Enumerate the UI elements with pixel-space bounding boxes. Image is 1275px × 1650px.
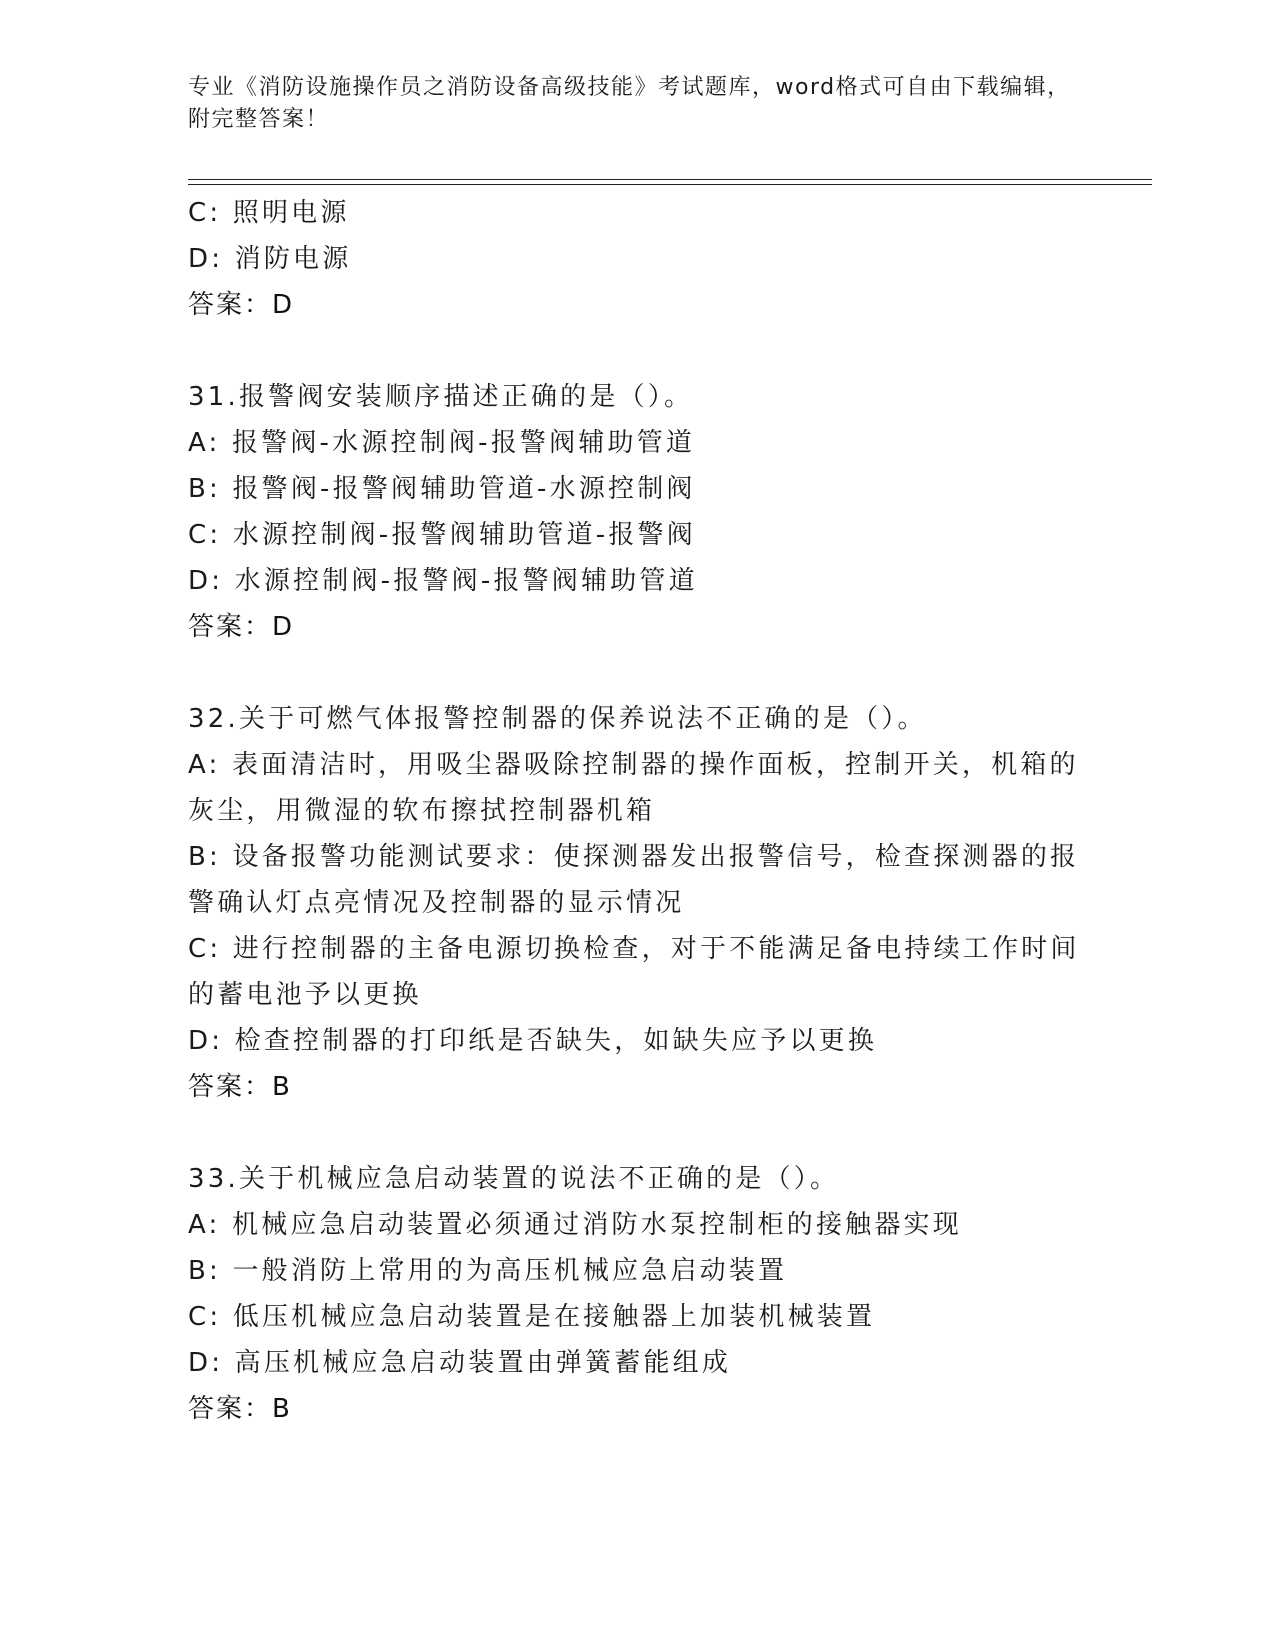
document-header: 专业《消防设施操作员之消防设备高级技能》考试题库，word格式可自由下载编辑，附完整答案！ xyxy=(188,75,1071,132)
prev-option-c: C: 照明电源 xyxy=(188,198,350,228)
q31-option-c: C: 水源控制阀-报警阀辅助管道-报警阀 xyxy=(188,520,696,550)
document-body xyxy=(188,190,1088,1432)
q31-stem: 31.报警阀安装顺序描述正确的是（）。 xyxy=(188,382,694,412)
q31-option-b: B: 报警阀-报警阀辅助管道-水源控制阀 xyxy=(188,474,696,504)
q32-option-d: D: 检查控制器的打印纸是否缺失，如缺失应予以更换 xyxy=(188,1026,878,1056)
q32-option-c: C: 进行控制器的主备电源切换检查，对于不能满足备电持续工作时间的蓄电池予以更换 xyxy=(188,934,1080,1010)
q31-answer: 答案：D xyxy=(188,612,295,642)
q32-option-a: A: 表面清洁时，用吸尘器吸除控制器的操作面板，控制开关，机箱的灰尘，用微湿的软布擦拭控制器机箱 xyxy=(188,750,1079,826)
prev-answer: 答案：D xyxy=(188,290,295,320)
q31-option-a: A: 报警阀-水源控制阀-报警阀辅助管道 xyxy=(188,428,696,458)
prev-option-d: D: 消防电源 xyxy=(188,244,352,274)
q33-option-a: A: 机械应急启动装置必须通过消防水泵控制柜的接触器实现 xyxy=(188,1210,962,1240)
header-divider-top xyxy=(188,179,1152,180)
q32-option-b: B: 设备报警功能测试要求：使探测器发出报警信号，检查探测器的报警确认灯点亮情况及控制器的显示情况 xyxy=(188,842,1080,918)
header-divider-bottom xyxy=(188,184,1152,185)
q33-option-b: B: 一般消防上常用的为高压机械应急启动装置 xyxy=(188,1256,788,1286)
q31-option-d: D: 水源控制阀-报警阀-报警阀辅助管道 xyxy=(188,566,698,596)
spacer xyxy=(188,328,1088,374)
q32-stem: 32.关于可燃气体报警控制器的保养说法不正确的是（）。 xyxy=(188,704,927,734)
spacer xyxy=(188,650,1088,696)
q33-stem: 33.关于机械应急启动装置的说法不正确的是（）。 xyxy=(188,1164,840,1194)
q33-option-c: C: 低压机械应急启动装置是在接触器上加装机械装置 xyxy=(188,1302,876,1332)
q33-option-d: D: 高压机械应急启动装置由弹簧蓄能组成 xyxy=(188,1348,732,1378)
q32-answer: 答案：B xyxy=(188,1072,292,1102)
spacer xyxy=(188,1110,1088,1156)
q33-answer: 答案：B xyxy=(188,1394,292,1424)
